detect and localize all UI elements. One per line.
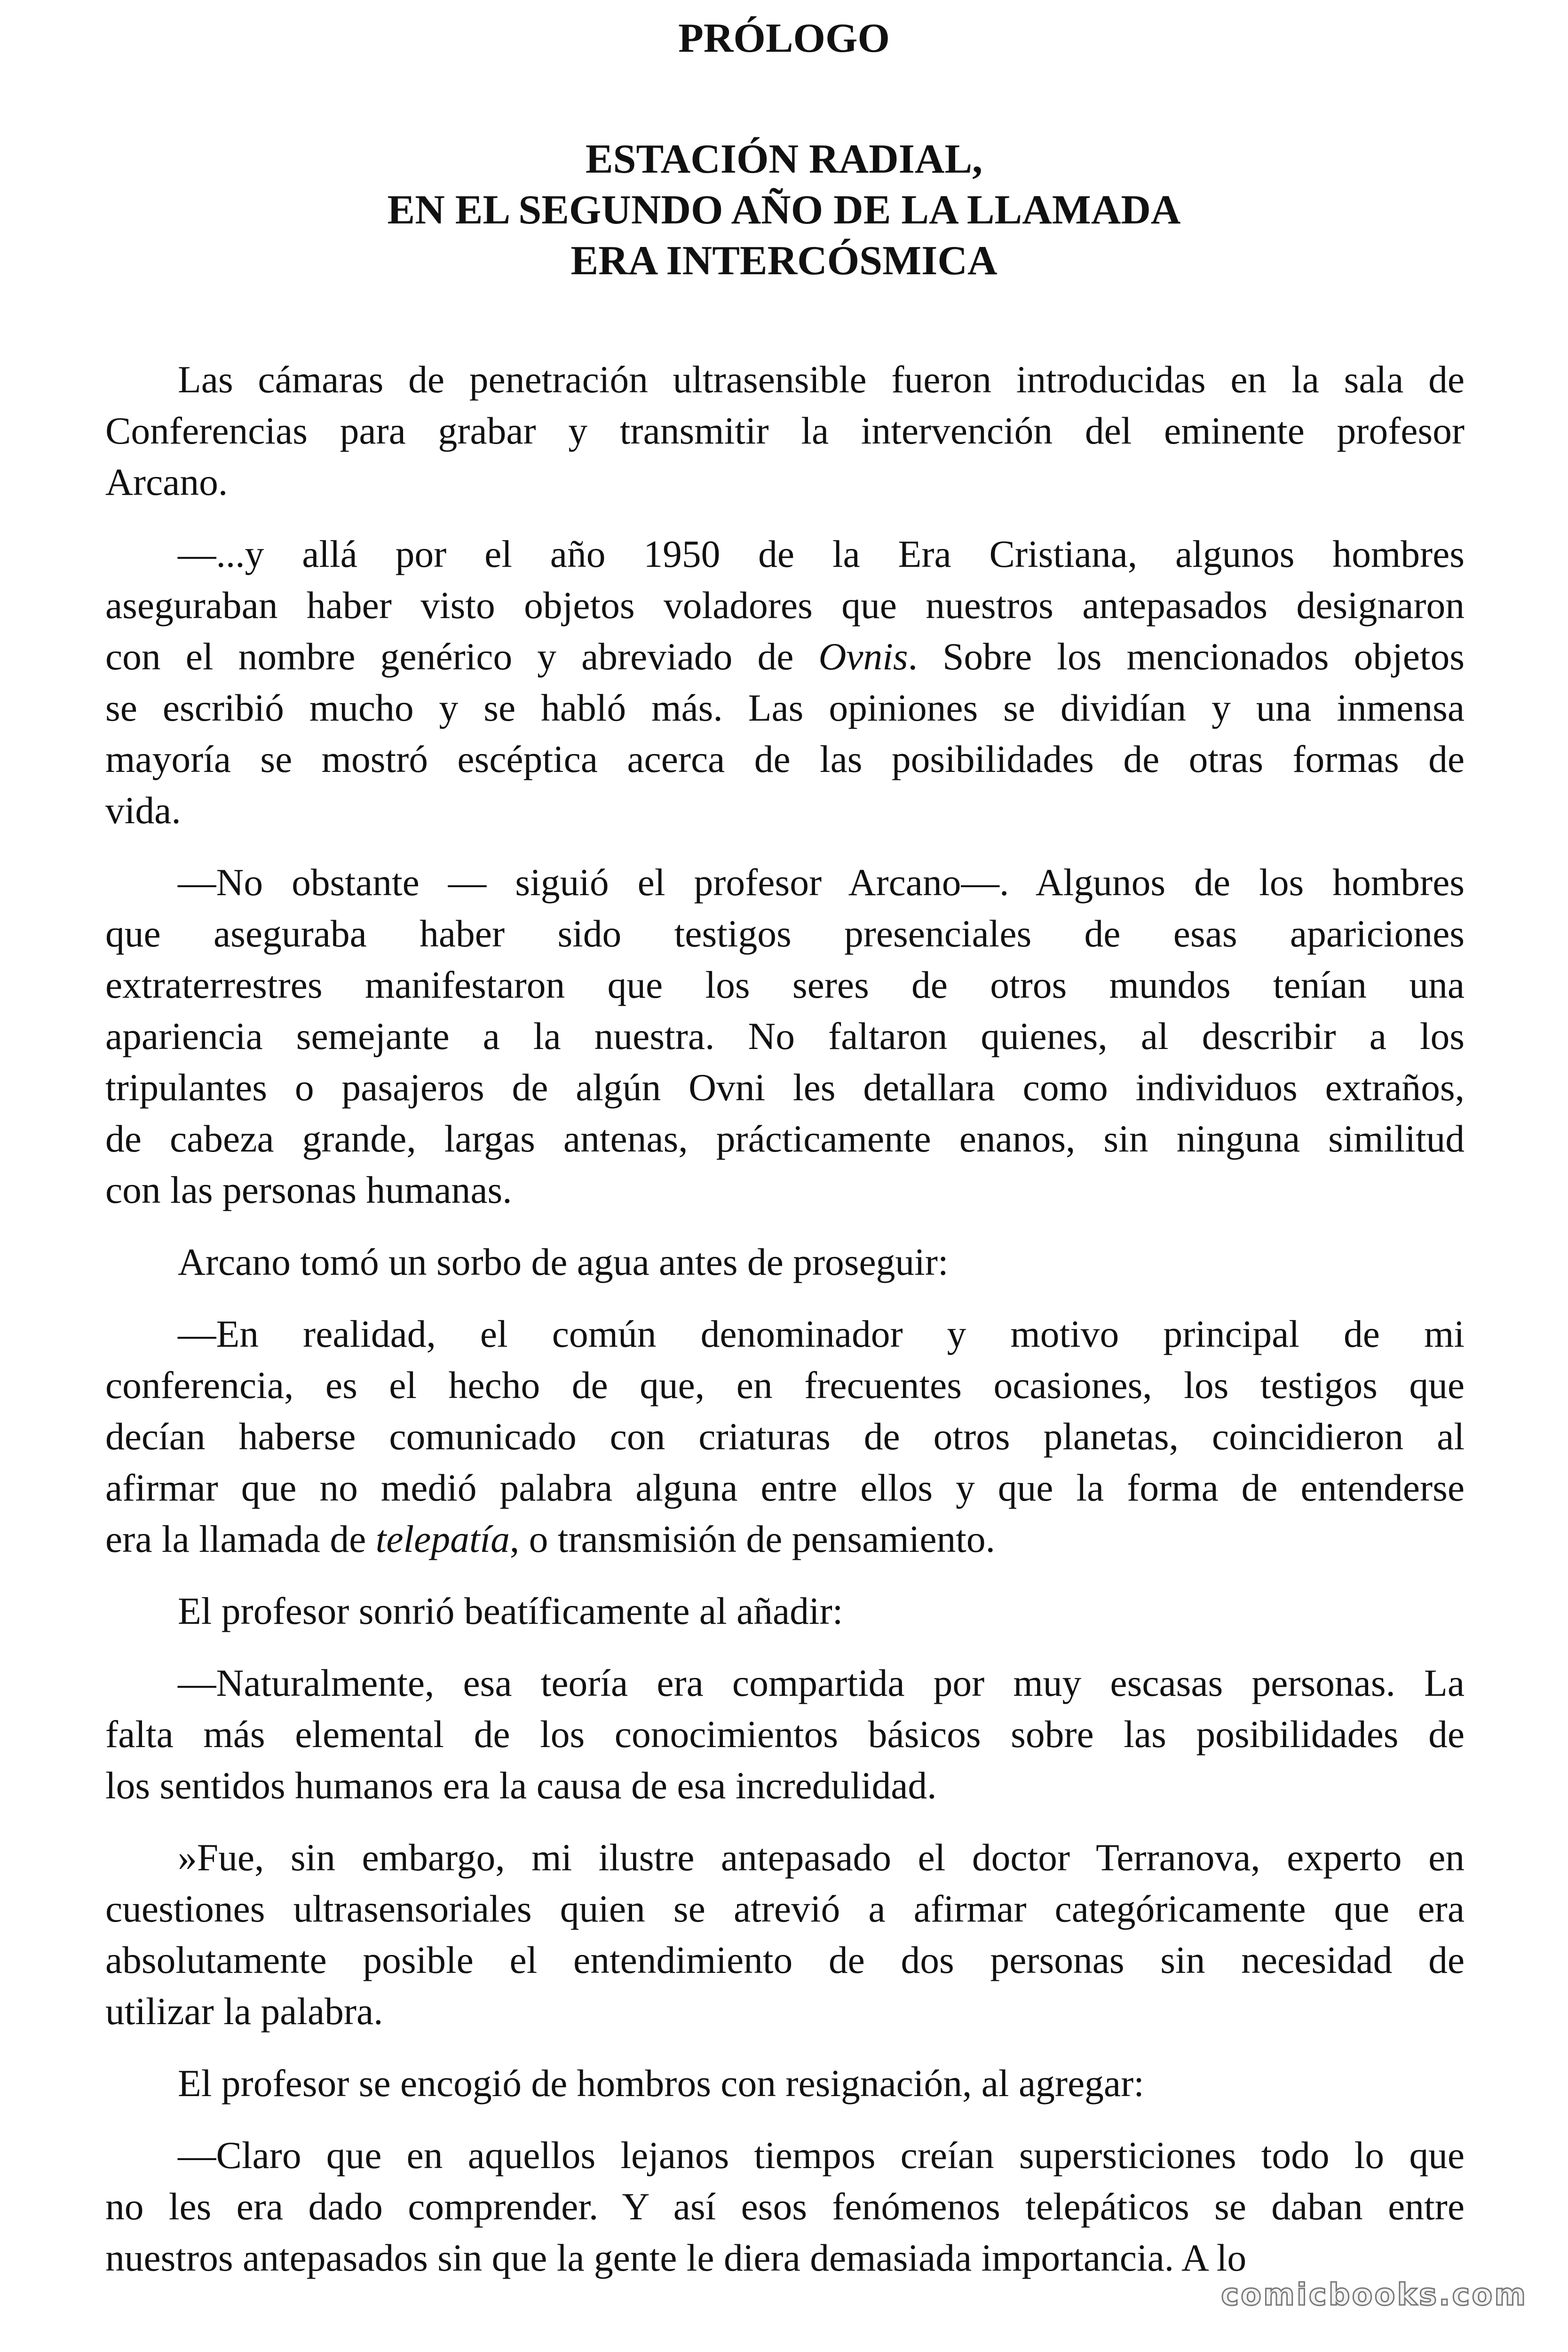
text-segment: . Sobre los mencionados objetos	[908, 635, 1465, 678]
paragraph-3	[105, 857, 1465, 1216]
text-line: Las cámaras de penetración ultrasensible fueron introducidas en la sala de	[178, 358, 1465, 401]
subtitle-line: EN EL SEGUNDO AÑO DE LA LLAMADA	[387, 187, 1181, 233]
text-line: mayoría se mostró escéptica acerca de las posibilidades de otras formas de	[105, 738, 1465, 780]
text-line: afirmar que no medió palabra alguna entre ellos y que la forma de entenderse	[105, 1466, 1465, 1509]
paragraph-1	[105, 354, 1465, 508]
text-line: de cabeza grande, largas antenas, prácticamente enanos, sin ninguna similitud	[105, 1117, 1465, 1160]
text-line: se escribió mucho y se habló más. Las opiniones se dividían y una inmensa	[105, 686, 1465, 729]
watermark: comicbooks.com	[1221, 2278, 1528, 2312]
text-line: El profesor se encogió de hombros con resignación, al agregar:	[178, 2062, 1144, 2105]
paragraph-6	[105, 1585, 1465, 1637]
subtitle-line: ESTACIÓN RADIAL,	[585, 136, 983, 182]
text-line: —Claro que en aquellos lejanos tiempos creían supersticiones todo lo que	[178, 2134, 1465, 2177]
text-segment: , o transmisión de pensamiento.	[509, 1518, 996, 1560]
italic-term-telepatia: telepatía	[375, 1518, 510, 1560]
text-line: no les era dado comprender. Y así esos fenómenos telepáticos se daban entre	[105, 2185, 1465, 2228]
text-line: nuestros antepasados sin que la gente le diera demasiada importancia. A lo	[105, 2236, 1247, 2279]
text-line: decían haberse comunicado con criaturas de otros planetas, coincidieron al	[105, 1415, 1465, 1458]
italic-term-ovnis: Ovnis	[818, 635, 908, 678]
text-line: El profesor sonrió beatíficamente al añadir:	[178, 1589, 843, 1632]
paragraph-10	[105, 2130, 1465, 2283]
paragraph-4	[105, 1236, 1465, 1287]
text-line: Conferencias para grabar y transmitir la intervención del eminente profesor	[105, 409, 1465, 452]
text-line: Arcano tomó un sorbo de agua antes de proseguir:	[178, 1240, 949, 1283]
text-line: aseguraban haber visto objetos voladores que nuestros antepasados designaron	[105, 584, 1465, 627]
text-line: tripulantes o pasajeros de algún Ovni les detallara como individuos extraños,	[105, 1066, 1465, 1109]
text-line: con las personas humanas.	[105, 1168, 512, 1211]
chapter-title: PRÓLOGO	[678, 16, 890, 61]
paragraph-7	[105, 1657, 1465, 1811]
paragraph-2	[105, 528, 1465, 836]
subtitle-line: ERA INTERCÓSMICA	[570, 238, 998, 284]
text-segment: era la llamada de	[105, 1518, 376, 1560]
paragraph-9	[105, 2058, 1465, 2109]
text-line: apariencia semejante a la nuestra. No faltaron quienes, al describir a los	[105, 1015, 1465, 1057]
text-line: —En realidad, el común denominador y motivo principal de mi	[178, 1312, 1465, 1355]
text-line: vida.	[105, 789, 181, 832]
paragraph-5	[105, 1308, 1465, 1565]
text-line: —No obstante — siguió el profesor Arcano—. Algunos de los hombres	[178, 861, 1465, 904]
paragraph-8	[105, 1832, 1465, 2037]
text-line: que aseguraba haber sido testigos presenciales de esas apariciones	[105, 912, 1465, 955]
text-line: extraterrestres manifestaron que los seres de otros mundos tenían una	[105, 963, 1465, 1006]
text-line: utilizar la palabra.	[105, 1990, 383, 2033]
text-segment: con el nombre genérico y abreviado de	[105, 635, 819, 678]
text-line: los sentidos humanos era la causa de esa incredulidad.	[105, 1764, 937, 1807]
text-line: Arcano.	[105, 461, 228, 503]
text-line: conferencia, es el hecho de que, en frecuentes ocasiones, los testigos que	[105, 1364, 1465, 1406]
text-line: cuestiones ultrasensoriales quien se atrevió a afirmar categóricamente que era	[105, 1887, 1465, 1930]
text-line: absolutamente posible el entendimiento de dos personas sin necesidad de	[105, 1939, 1465, 1981]
body-text	[105, 354, 1465, 2304]
text-line: »Fue, sin embargo, mi ilustre antepasado el doctor Terranova, experto en	[178, 1836, 1465, 1879]
chapter-subtitle	[0, 134, 1568, 286]
text-line: —Naturalmente, esa teoría era compartida por muy escasas personas. La	[178, 1661, 1465, 1704]
text-line	[105, 1513, 1465, 1565]
text-line: falta más elemental de los conocimientos básicos sobre las posibilidades de	[105, 1713, 1465, 1756]
text-line	[105, 631, 1465, 682]
text-line: —...y allá por el año 1950 de la Era Cristiana, algunos hombres	[178, 532, 1465, 575]
